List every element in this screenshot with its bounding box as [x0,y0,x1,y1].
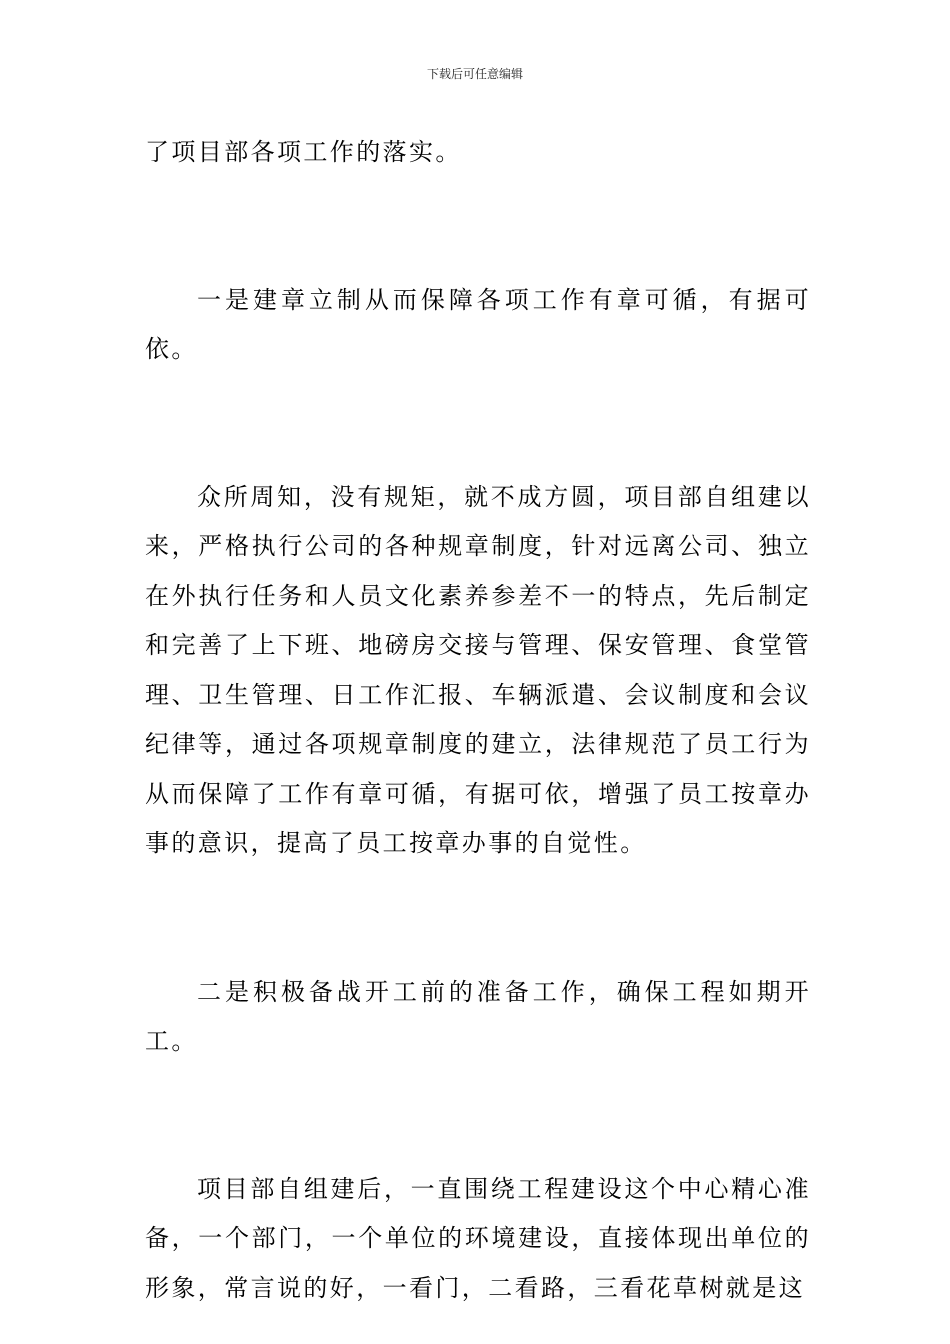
page-header-note: 下载后可任意编辑 [426,67,523,81]
paragraph-heading-two: 二是积极备战开工前的准备工作，确保工程如期开工。 [145,977,811,1055]
paragraph-rules-body: 众所周知，没有规矩，就不成方圆，项目部自组建以来，严格执行公司的各种规章制度，针对远离公司、独立在外执行任务和人员文化素养参差不一的特点，先后制定和完善了上下班、地磅房交接与管理、保安管理、食堂管理、卫生管理、日工作汇报、车辆派遣、会议制度和会议纪律等，通过各项规章制度的建立，法律规范了员工行为从而保障了工作有章可循，有据可依，增强了员工按章办事的意识，提高了员工按章办事的自觉性。 [145,482,811,857]
paragraph-preparation-body: 项目部自组建后，一直围绕工程建设这个中心精心准备，一个部门，一个单位的环境建设，直接体现出单位的形象，常言说的好，一看门，二看路，三看花草树就是这 [145,1174,811,1302]
paragraph-heading-one: 一是建章立制从而保障各项工作有章可循，有据可依。 [145,285,811,363]
paragraph-continuation: 了项目部各项工作的落实。 [145,138,462,166]
document-body [145,128,811,1313]
